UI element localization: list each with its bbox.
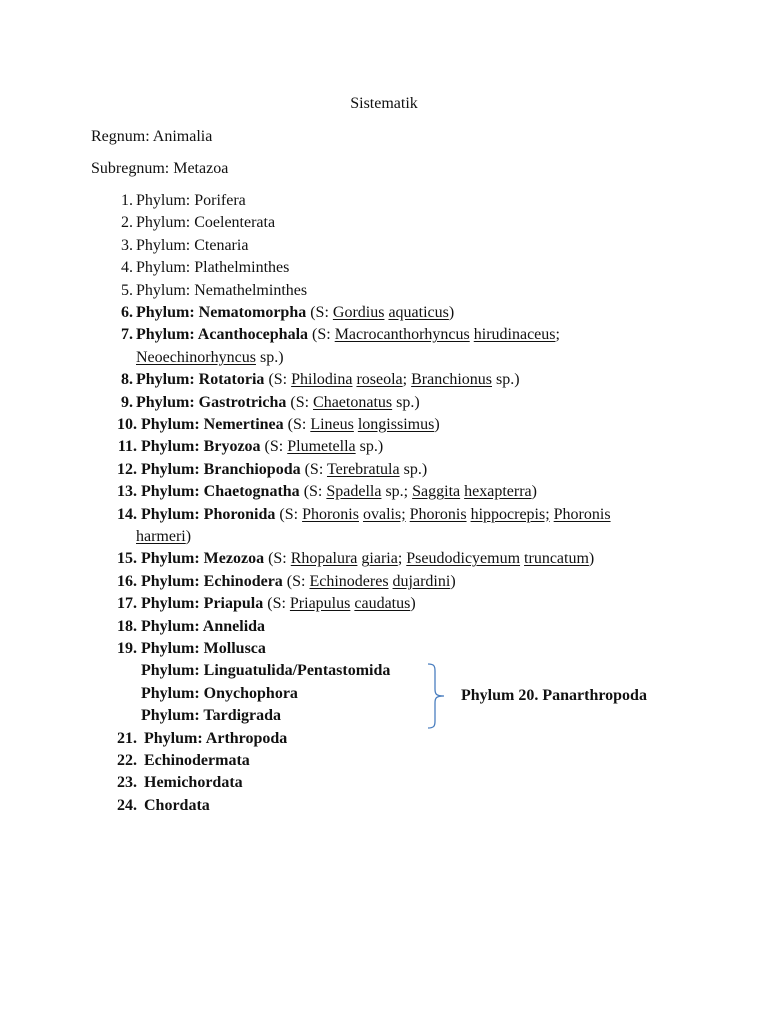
text-part: )	[434, 416, 440, 433]
text-part: )	[185, 528, 192, 545]
text-part: ;	[555, 326, 560, 344]
phylum-name: Phylum: Mollusca	[141, 640, 266, 657]
list-number: 16.	[117, 572, 137, 590]
list-number: 22.	[117, 752, 137, 769]
text-part: )	[531, 483, 537, 501]
species-name: Plumetella	[287, 438, 356, 456]
phylum-name: Phylum: Mezozoa	[141, 550, 265, 568]
panarthropoda-member	[0, 683, 768, 705]
list-text	[141, 436, 383, 458]
list-text	[136, 212, 275, 234]
species-name: Priapulus	[289, 595, 351, 613]
list-number: 15.	[117, 550, 137, 568]
list-number: 4.	[121, 259, 133, 277]
regnum-line: Regnum: Animalia	[91, 128, 213, 145]
list-item	[0, 593, 768, 615]
list-item	[0, 369, 768, 391]
list-text	[136, 369, 520, 391]
list-number: 19.	[117, 640, 137, 657]
phylum-name: Phylum: Phoronida	[141, 505, 276, 523]
species-name: Branchionus	[411, 371, 492, 389]
phylum-name: Phylum: Arthropoda	[144, 729, 288, 747]
species-name: Saggita	[412, 483, 461, 501]
text-part: sp.)	[399, 460, 428, 478]
list-item	[0, 750, 768, 772]
list-item	[0, 235, 768, 257]
panarthropoda-member	[0, 660, 768, 682]
species-name: ovalis;	[362, 505, 406, 523]
species-name: dujardini	[392, 572, 451, 590]
list-item	[0, 324, 768, 346]
species-name: Phoronis	[409, 505, 467, 523]
phylum-name: Phylum: Tardigrada	[141, 707, 282, 725]
text-part: Phylum: Nemathelminthes	[136, 281, 308, 299]
document-title: Sistematik	[350, 95, 418, 112]
list-text	[136, 190, 246, 212]
phylum-name: Phylum: Annelida	[141, 617, 266, 635]
list-item	[0, 212, 768, 234]
list-number: 5.	[121, 281, 133, 299]
list-item	[0, 548, 768, 570]
list-text	[136, 280, 307, 302]
text-part: Phylum: Plathelminthes	[136, 259, 290, 277]
text-part: ;	[397, 550, 407, 568]
list-number: 6.	[121, 304, 133, 321]
list-text	[141, 504, 611, 526]
list-number: 1.	[121, 192, 133, 209]
phylum-name: Phylum: Priapula	[141, 595, 264, 613]
species-name: Philodina	[291, 371, 353, 389]
list-text	[136, 302, 454, 324]
list-text	[141, 660, 390, 682]
list-text	[136, 257, 289, 279]
text-part: )	[448, 304, 455, 321]
species-name: Phoronis	[553, 505, 611, 523]
phylum-name: Hemichordata	[144, 774, 243, 792]
list-number: 21.	[117, 729, 137, 747]
species-name: longissimus	[357, 416, 435, 433]
phylum-name: Phylum: Linguatulida/Pentastomida	[141, 662, 391, 680]
list-item	[0, 459, 768, 481]
species-name: Terebratula	[326, 460, 400, 478]
species-name: aquaticus	[388, 304, 449, 321]
list-text	[136, 526, 191, 548]
phylum-name: Phylum: Branchiopoda	[141, 460, 301, 478]
text-part: )	[410, 595, 416, 613]
list-item	[0, 414, 768, 436]
list-text	[144, 750, 250, 772]
species-name: Lineus	[310, 416, 354, 433]
list-item	[0, 481, 768, 503]
species-name: Macrocanthorhyncus	[334, 326, 470, 344]
list-text	[141, 683, 298, 705]
list-item	[0, 190, 768, 212]
text-part: (S:	[264, 371, 292, 389]
list-item	[0, 795, 768, 817]
species-name: Echinoderes	[309, 572, 389, 590]
species-name: truncatum	[524, 550, 589, 568]
list-text	[136, 235, 248, 257]
text-part: )	[588, 550, 595, 568]
list-text	[144, 795, 210, 817]
list-number: 3.	[121, 236, 133, 254]
text-part: (S:	[308, 326, 335, 344]
curly-brace-icon	[426, 663, 446, 729]
species-name: Chaetonatus	[313, 393, 393, 411]
panarthropoda-member	[0, 705, 768, 727]
phylum-name: Phylum: Rotatoria	[136, 371, 265, 389]
list-text	[136, 392, 420, 414]
list-item	[0, 728, 768, 750]
species-name: hexapterra	[464, 483, 532, 501]
species-name: Rhopalura	[290, 550, 358, 568]
text-part: sp.)	[491, 371, 520, 389]
phylum-name: Chordata	[144, 796, 210, 814]
species-name: hirudinaceus	[473, 326, 556, 344]
text-part: sp.)	[392, 393, 420, 411]
phylum-name: Phylum: Onychophora	[141, 684, 298, 702]
list-number: 2.	[121, 214, 133, 232]
list-text	[141, 548, 594, 570]
list-number: 7.	[121, 326, 133, 344]
species-name: hippocrepis;	[470, 505, 550, 523]
text-part: (S:	[264, 550, 291, 568]
list-item	[0, 526, 768, 548]
phylum-name: Phylum: Bryozoa	[141, 438, 261, 456]
phylum-name: Phylum: Gastrotricha	[136, 393, 287, 411]
list-text	[141, 705, 281, 727]
text-part: ;	[402, 371, 412, 389]
list-item	[0, 302, 768, 324]
list-text	[141, 638, 266, 660]
phylum-name: Phylum: Nematomorpha	[136, 304, 307, 321]
list-item	[0, 347, 768, 369]
text-part: (S:	[275, 505, 303, 523]
phylum-name: Phylum: Echinodera	[141, 572, 283, 590]
list-item	[0, 257, 768, 279]
phylum-name: Phylum: Chaetognatha	[141, 483, 300, 501]
list-text	[141, 616, 265, 638]
list-text	[144, 772, 243, 794]
text-part: (S:	[299, 483, 327, 501]
list-item	[0, 616, 768, 638]
list-number: 14.	[117, 505, 137, 523]
text-part: )	[450, 572, 456, 590]
list-number: 18.	[117, 617, 137, 635]
list-text	[141, 414, 440, 436]
list-number: 17.	[117, 595, 137, 613]
list-item	[0, 772, 768, 794]
text-part: (S:	[260, 438, 288, 456]
species-name: roseola	[356, 371, 403, 389]
list-text	[136, 324, 560, 346]
subregnum-line: Subregnum: Metazoa	[91, 160, 229, 177]
species-name: Gordius	[332, 304, 385, 321]
text-part: (S:	[282, 572, 310, 590]
species-name: Pseudodicyemum	[406, 550, 521, 568]
species-name: harmeri	[136, 528, 186, 545]
list-text	[144, 728, 287, 750]
list-text	[141, 571, 456, 593]
text-part: sp.)	[255, 348, 284, 366]
list-number: 13.	[117, 483, 137, 501]
list-number: 10.	[117, 416, 137, 433]
list-item	[0, 638, 768, 660]
list-number: 8.	[121, 371, 133, 389]
text-part: (S:	[283, 416, 311, 433]
list-item	[0, 504, 768, 526]
list-text	[141, 481, 537, 503]
text-part: (S:	[286, 393, 314, 411]
list-number: 24.	[117, 796, 137, 814]
list-number: 12.	[117, 460, 137, 478]
list-number: 23.	[117, 774, 137, 792]
text-part: (S:	[300, 460, 327, 478]
phylum-name: Phylum: Nemertinea	[141, 416, 284, 433]
panarthropoda-label: Phylum 20. Panarthropoda	[461, 687, 647, 704]
species-name: Phoronis	[302, 505, 359, 523]
list-text	[141, 593, 416, 615]
text-part: Phylum: Ctenaria	[136, 236, 249, 254]
list-item	[0, 436, 768, 458]
text-part: Phylum: Coelenterata	[136, 214, 276, 232]
species-name: giaria	[361, 550, 398, 568]
text-part: sp.;	[381, 483, 413, 501]
text-part: (S:	[306, 304, 333, 321]
text-part: sp.)	[355, 438, 384, 456]
list-item	[0, 571, 768, 593]
list-item	[0, 392, 768, 414]
list-number: 9.	[121, 393, 133, 411]
list-text	[136, 347, 284, 369]
list-item	[0, 280, 768, 302]
species-name: Neoechinorhyncus	[136, 348, 256, 366]
phylum-name: Phylum: Acanthocephala	[136, 326, 309, 344]
species-name: caudatus	[354, 595, 411, 613]
list-text	[141, 459, 427, 481]
species-name: Spadella	[326, 483, 382, 501]
text-part: (S:	[263, 595, 290, 613]
phylum-name: Echinodermata	[144, 752, 250, 769]
text-part: Phylum: Porifera	[136, 192, 246, 209]
list-number: 11.	[117, 438, 137, 456]
